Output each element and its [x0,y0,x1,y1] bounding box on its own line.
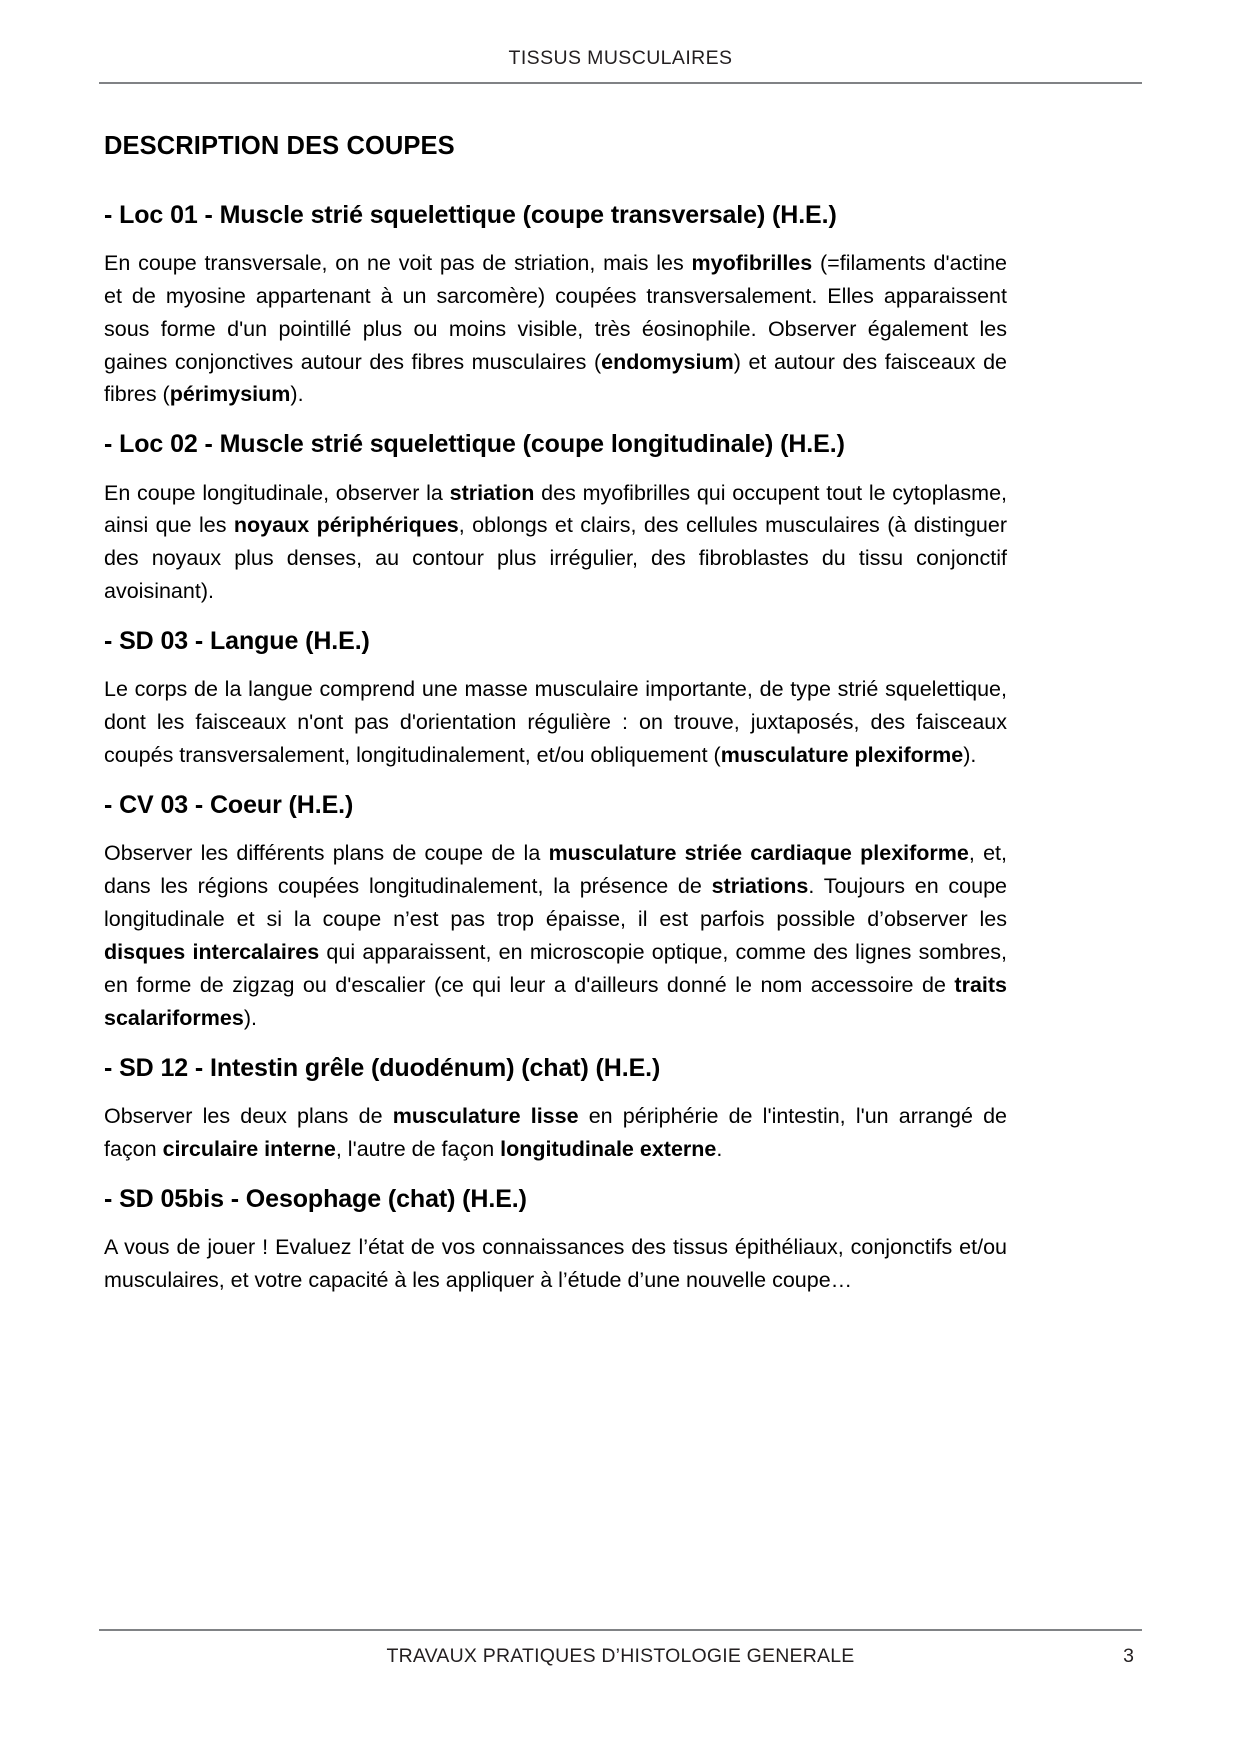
paragraph-text: En coupe longitudinale, observer la [104,480,450,505]
document-section [104,626,1007,772]
section-heading: - Loc 02 - Muscle strié squelettique (coupe longitudinale) (H.E.) [104,430,845,459]
document-section [104,1184,1007,1297]
paragraph-text: Observer les deux plans de [104,1103,393,1128]
emphasized-term: musculature lisse [392,1103,579,1128]
emphasized-term: périmysium [169,382,291,407]
paragraph-text: A vous de jouer ! Evaluez l’état de vos connaissances des tissus épithéliaux, conjonctifs et/ou musculaires, et votre capacité à les appliquer à l’étude d’une nouvelle coupe… [104,1234,1007,1292]
paragraph-text: en périphérie de l'intestin, l'un arrangé de façon [104,1103,1007,1161]
section-heading: - SD 03 - Langue (H.E.) [104,627,370,656]
document-section [104,429,1007,608]
emphasized-term: circulaire interne [162,1136,336,1161]
section-heading: - CV 03 - Coeur (H.E.) [104,791,354,820]
paragraph-text: ). [243,1005,257,1030]
paragraph-text: ). [290,382,304,407]
document-section [104,1053,1007,1166]
footer-title: TRAVAUX PRATIQUES D’HISTOLOGIE GENERALE [386,1645,855,1667]
page-number: 3 [1123,1645,1134,1667]
section-paragraph [104,1231,1007,1297]
section-paragraph [104,247,1007,411]
section-heading: - SD 05bis - Oesophage (chat) (H.E.) [104,1184,527,1213]
running-header-title: TISSUS MUSCULAIRES [508,47,733,69]
emphasized-term: longitudinale externe [500,1136,717,1161]
emphasized-term: musculature plexiforme [720,743,964,768]
sections-container [104,200,1007,1297]
paragraph-text: Le corps de la langue comprend une masse musculaire importante, de type strié squelettique, dont les faisceaux n'ont pas d'orientation régulière : on trouve, juxtaposés, des faisceaux coupés transversalement, longitudinalement, et/ou obliquement ( [104,677,1007,768]
emphasized-term: noyaux périphériques [233,513,459,538]
emphasized-term: traits scalariformes [104,972,1007,1030]
paragraph-text: des myofibrilles qui occupent tout le cytoplasme, ainsi que les [104,480,1007,538]
paragraph-text: qui apparaissent, en microscopie optique, comme des lignes sombres, en forme de zigzag ou d'escalier (ce qui leur a d'ailleurs donné le nom accessoire de [104,939,1007,997]
emphasized-term: striations [711,874,809,899]
emphasized-term: endomysium [601,349,734,374]
paragraph-text: En coupe transversale, on ne voit pas de striation, mais les [104,250,692,275]
page-title: DESCRIPTION DES COUPES [104,132,455,160]
paragraph-text: , oblongs et clairs, des cellules musculaires (à distinguer des noyaux plus denses, au contour plus irrégulier, des fibroblastes du tissu conjonctif avoisinant). [104,513,1007,604]
paragraph-text: . Toujours en coupe longitudinale et si la coupe n’est pas trop épaisse, il est parfois possible d’observer les [104,874,1007,932]
paragraph-text: . [716,1136,723,1161]
emphasized-term: striation [449,480,535,505]
section-paragraph [104,673,1007,772]
paragraph-text: ) et autour des faisceaux de fibres ( [104,349,1008,407]
paragraph-text: (=filaments d'actine et de myosine appartenant à un sarcomère) coupées transversalement. Elles apparaissent sous forme d'un pointillé plus ou moins visible, très éosinophile. Observer également les gaines conjonctives autour des fibres musculaires ( [104,250,1007,374]
paragraph-text: , et, dans les régions coupées longitudinalement, la présence de [104,841,1007,899]
section-paragraph [104,477,1007,609]
document-body [104,131,1007,1297]
document-section [104,790,1007,1035]
section-paragraph [104,1100,1007,1166]
paragraph-text: Observer les différents plans de coupe de la [104,841,549,866]
header-divider [99,82,1142,84]
emphasized-term: disques intercalaires [104,939,320,964]
paragraph-text: , l'autre de façon [335,1136,501,1161]
page-footer [99,1629,1142,1669]
section-paragraph [104,837,1007,1034]
section-heading: - Loc 01 - Muscle strié squelettique (coupe transversale) (H.E.) [104,200,837,229]
emphasized-term: musculature striée cardiaque plexiforme [548,841,969,866]
emphasized-term: myofibrilles [691,250,813,275]
footer-divider [99,1629,1142,1631]
paragraph-text: ). [963,743,977,768]
footer-row [99,1645,1142,1669]
section-heading: - SD 12 - Intestin grêle (duodénum) (chat) (H.E.) [104,1053,661,1082]
document-section [104,200,1007,412]
page-header [99,48,1142,84]
